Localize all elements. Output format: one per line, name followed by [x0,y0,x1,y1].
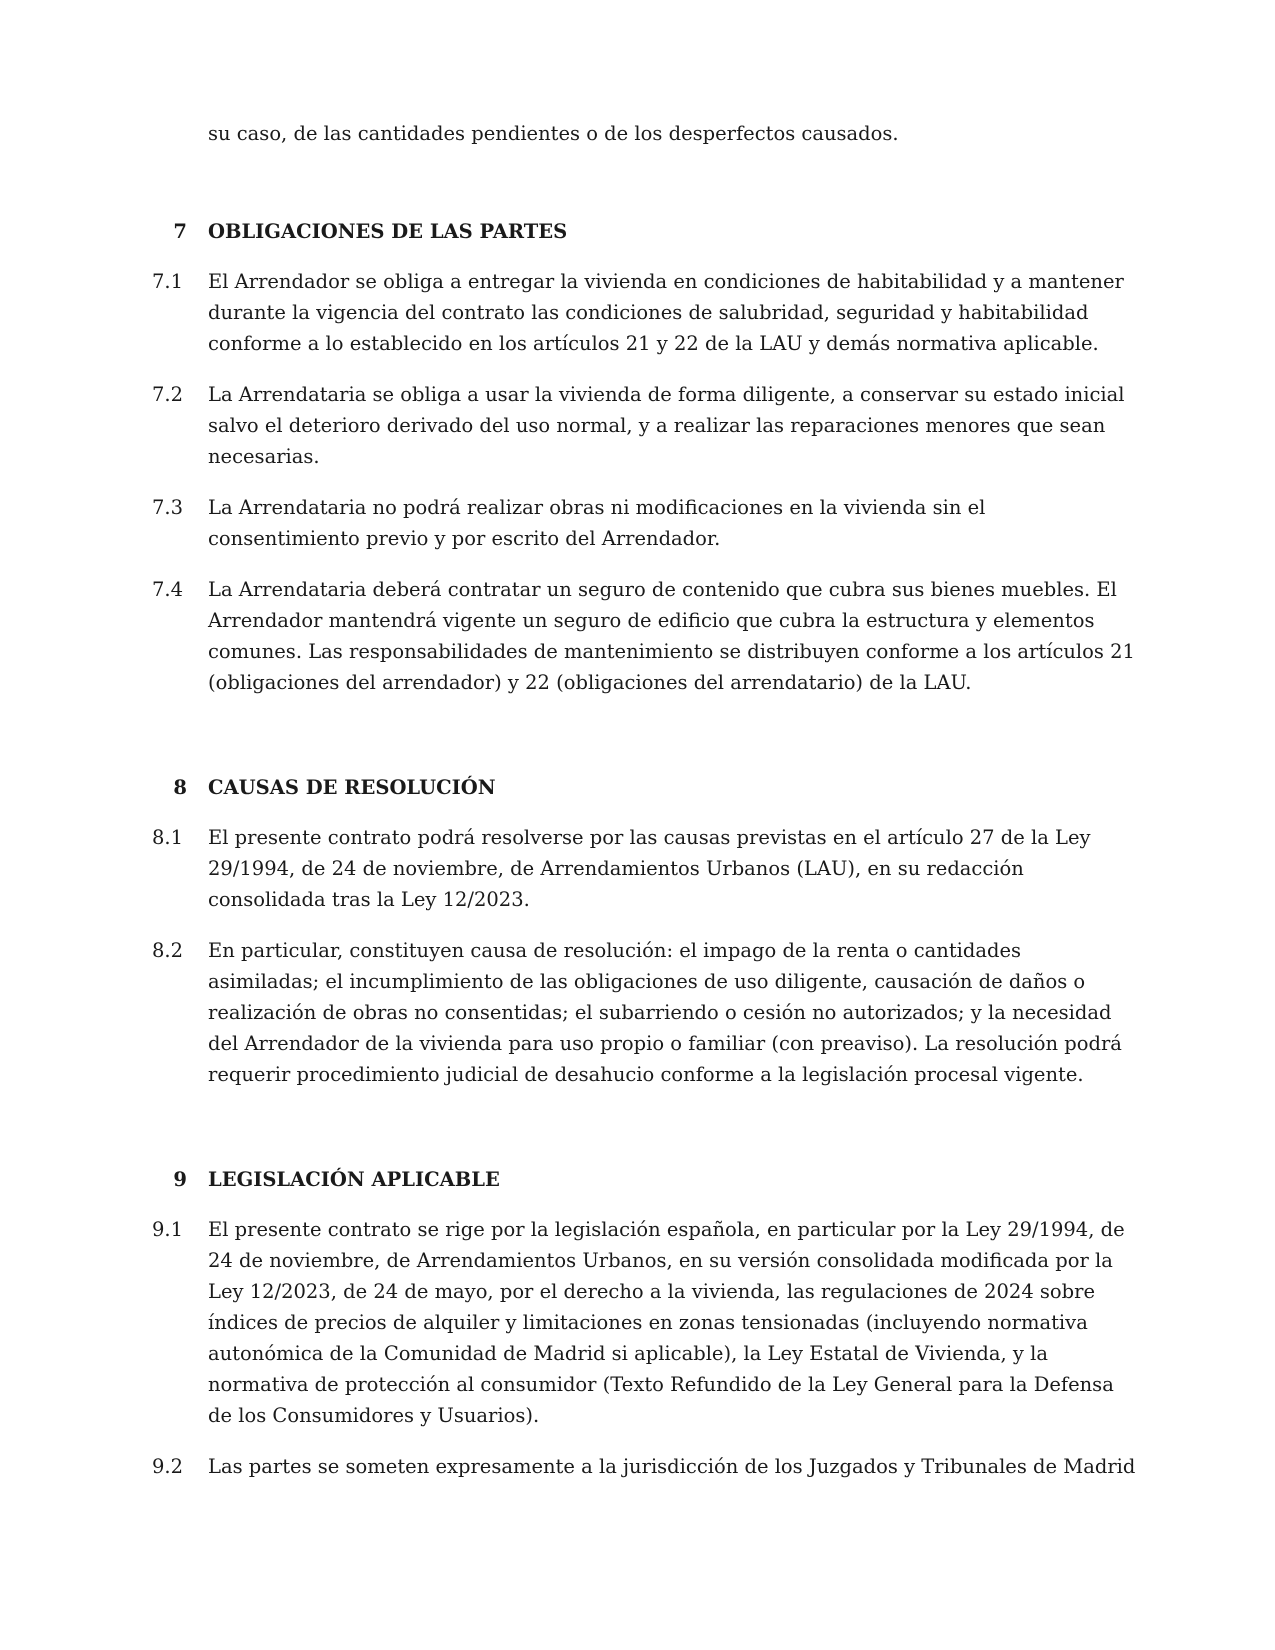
clause-7-1 [0,266,1275,359]
clause-text: El presente contrato se rige por la legislación española, en particular por la Ley 29/1994, de 24 de noviembre, de Arrendamientos Urbanos, en su versión consolidada modificada por la Ley 12/2023, de 24 de mayo, por el derecho a la vivienda, las regulaciones de 2024 sobre índices de precios de alquiler y limitaciones en zonas tensionadas (incluyendo normativa autonómica de la Comunidad de Madrid si aplicable), la Ley Estatal de Vivienda, y la normativa de protección al consumidor (Texto Refundido de la Ley General para la Defensa de los Consumidores y Usuarios). [208,1218,1125,1427]
clause-number: 9.1 [152,1218,184,1241]
clause-text: El Arrendador se obliga a entregar la vivienda en condiciones de habitabilidad y a mantener durante la vigencia del contrato las condiciones de salubridad, seguridad y habitabilidad conforme a lo establecido en los artículos 21 y 22 de la LAU y demás normativa aplicable. [208,270,1124,355]
section-title: LEGISLACIÓN APLICABLE [208,1168,500,1191]
section-heading [0,1164,1275,1196]
clause-7-3 [0,492,1275,554]
section-heading [0,772,1275,804]
clause-text: En particular, constituyen causa de resolución: el impago de la renta o cantidades asimiladas; el incumplimiento de las obligaciones de uso diligente, causación de daños o realización de obras no consentidas; el subarriendo o cesión no autorizados; y la necesidad del Arrendador de la vivienda para uso propio o familiar (con preaviso). La resolución podrá requerir procedimiento judicial de desahucio conforme a la legislación procesal vigente. [208,939,1122,1086]
clause-text: El presente contrato podrá resolverse por las causas previstas en el artículo 27 de la Ley 29/1994, de 24 de noviembre, de Arrendamientos Urbanos (LAU), en su redacción consolidada tras la Ley 12/2023. [208,826,1091,911]
clause-number: 7.4 [152,578,184,601]
clause-8-1 [0,822,1275,915]
clause-number: 7.2 [152,383,184,406]
section-title: CAUSAS DE RESOLUCIÓN [208,776,496,799]
section-7 [0,216,1275,698]
clause-number: 8.1 [152,826,184,849]
clause-number: 7.3 [152,496,184,519]
section-number: 8 [173,776,187,799]
carryover-paragraph: su caso, de las cantidades pendientes o de los desperfectos causados. [208,122,899,145]
clause-7-4 [0,574,1275,698]
section-number: 9 [173,1168,187,1191]
clause-7-2 [0,379,1275,472]
section-heading [0,216,1275,248]
section-9 [0,1164,1275,1482]
clause-number: 9.2 [152,1455,184,1478]
clause-8-2 [0,935,1275,1090]
clause-text: La Arrendataria se obliga a usar la vivienda de forma diligente, a conservar su estado inicial salvo el deterioro derivado del uso normal, y a realizar las reparaciones menores que sean necesarias. [208,383,1125,468]
section-title: OBLIGACIONES DE LAS PARTES [208,220,568,243]
clause-text: La Arrendataria deberá contratar un seguro de contenido que cubra sus bienes muebles. El Arrendador mantendrá vigente un seguro de edificio que cubra la estructura y elementos comunes. Las responsabilidades de mantenimiento se distribuyen conforme a los artículos 21 (obligaciones del arrendador) y 22 (obligaciones del arrendatario) de la LAU. [208,578,1135,694]
clause-9-1 [0,1214,1275,1431]
section-number: 7 [173,220,187,243]
section-8 [0,772,1275,1090]
clause-number: 8.2 [152,939,184,962]
clause-9-2 [0,1451,1275,1482]
clause-text: La Arrendataria no podrá realizar obras ni modificaciones en la vivienda sin el consentimiento previo y por escrito del Arrendador. [208,496,986,550]
clause-text: Las partes se someten expresamente a la jurisdicción de los Juzgados y Tribunales de Madrid [208,1455,1136,1478]
clause-number: 7.1 [152,270,184,293]
